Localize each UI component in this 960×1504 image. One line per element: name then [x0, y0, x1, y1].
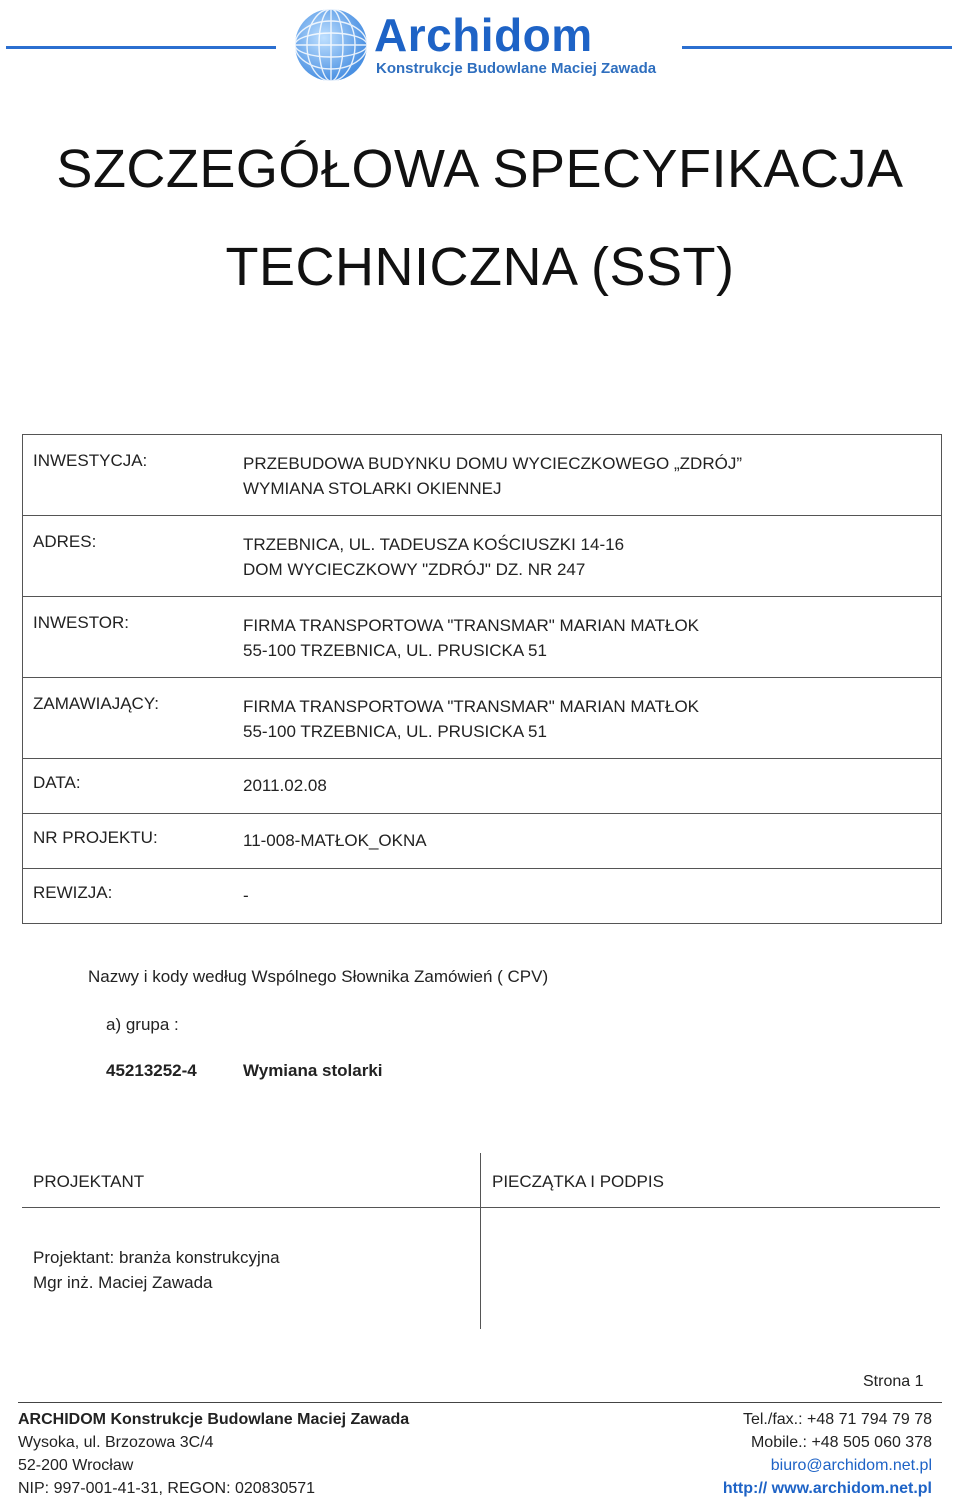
stamp-header: PIECZĄTKA I PODPIS [492, 1172, 664, 1191]
row-data [23, 759, 941, 814]
row-adres [23, 516, 941, 597]
cpv-group-label: a) grupa : [106, 1015, 179, 1034]
cpv-intro: Nazwy i kody według Wspólnego Słownika Zamówień ( CPV) [88, 967, 549, 986]
value-inwestor-line2: 55-100 TRZEBNICA, UL. PRUSICKA 51 [243, 641, 547, 660]
row-rewizja [23, 869, 941, 923]
value-adres-line2: DOM WYCIECZKOWY "ZDRÓJ" DZ. NR 247 [243, 560, 586, 579]
value-zamawiajacy-line2: 55-100 TRZEBNICA, UL. PRUSICKA 51 [243, 722, 547, 741]
label-adres: ADRES: [33, 532, 97, 551]
value-inwestycja [243, 451, 742, 501]
footer-right [723, 1408, 932, 1500]
value-nr-projektu: 11-008-MATŁOK_OKNA [243, 831, 427, 850]
footer-left [18, 1408, 409, 1500]
footer-address2: 52-200 Wrocław [18, 1457, 134, 1474]
signature-divider [22, 1207, 940, 1208]
value-inwestycja-line2: WYMIANA STOLARKI OKIENNEJ [243, 479, 502, 498]
company-logo [290, 2, 670, 88]
header-rule-right [682, 46, 952, 49]
footer-company: ARCHIDOM Konstrukcje Budowlane Maciej Zawada [18, 1411, 410, 1428]
value-inwestor-line1: FIRMA TRANSPORTOWA "TRANSMAR" MARIAN MATŁOK [243, 616, 700, 635]
row-inwestor [23, 597, 941, 678]
designer-role: Projektant: branża konstrukcyjna [33, 1248, 280, 1267]
value-inwestor [243, 613, 699, 663]
logo-subtitle: Konstrukcje Budowlane Maciej Zawada [376, 60, 657, 77]
cpv-name: Wymiana stolarki [243, 1061, 383, 1080]
footer-ids: NIP: 997-001-41-31, REGON: 020830571 [18, 1480, 316, 1497]
projektant-header: PROJEKTANT [33, 1172, 145, 1191]
row-inwestycja [23, 435, 941, 516]
signature-column-divider [480, 1153, 481, 1329]
value-zamawiajacy [243, 694, 699, 744]
label-data: DATA: [33, 773, 81, 792]
designer-info [33, 1245, 280, 1295]
logo-name: Archidom [374, 9, 593, 61]
label-inwestor: INWESTOR: [33, 613, 130, 632]
footer-email-link[interactable]: biuro@archidom.net.pl [770, 1457, 932, 1474]
header-rule-left [6, 46, 276, 49]
value-zamawiajacy-line1: FIRMA TRANSPORTOWA "TRANSMAR" MARIAN MATŁOK [243, 697, 700, 716]
page-number: Strona 1 [863, 1373, 924, 1390]
footer-tel: Tel./fax.: +48 71 794 79 78 [742, 1411, 932, 1428]
cpv-code: 45213252-4 [106, 1061, 197, 1080]
footer-address1: Wysoka, ul. Brzozowa 3C/4 [18, 1434, 214, 1451]
footer-mobile: Mobile.: +48 505 060 378 [750, 1434, 932, 1451]
label-inwestycja: INWESTYCJA: [33, 451, 148, 470]
label-rewizja: REWIZJA: [33, 883, 113, 902]
globe-icon [290, 4, 372, 86]
project-info-table [22, 434, 942, 924]
footer-website-link[interactable]: http:// www.archidom.net.pl [722, 1480, 932, 1497]
label-nr-projektu: NR PROJEKTU: [33, 828, 158, 847]
row-nr-projektu [23, 814, 941, 869]
document-title-line2: TECHNICZNA (SST) [225, 237, 735, 297]
value-inwestycja-line1: PRZEBUDOWA BUDYNKU DOMU WYCIECZKOWEGO „ZDRÓJ” [243, 454, 742, 473]
row-zamawiajacy [23, 678, 941, 759]
value-rewizja: - [243, 886, 249, 905]
document-title-line1: SZCZEGÓŁOWA SPECYFIKACJA [56, 139, 904, 199]
designer-name: Mgr inż. Maciej Zawada [33, 1273, 213, 1292]
label-zamawiajacy: ZAMAWIAJĄCY: [33, 694, 159, 713]
value-adres [243, 532, 624, 582]
footer-rule [18, 1402, 942, 1403]
value-adres-line1: TRZEBNICA, UL. TADEUSZA KOŚCIUSZKI 14-16 [243, 535, 625, 554]
value-data: 2011.02.08 [243, 776, 327, 795]
